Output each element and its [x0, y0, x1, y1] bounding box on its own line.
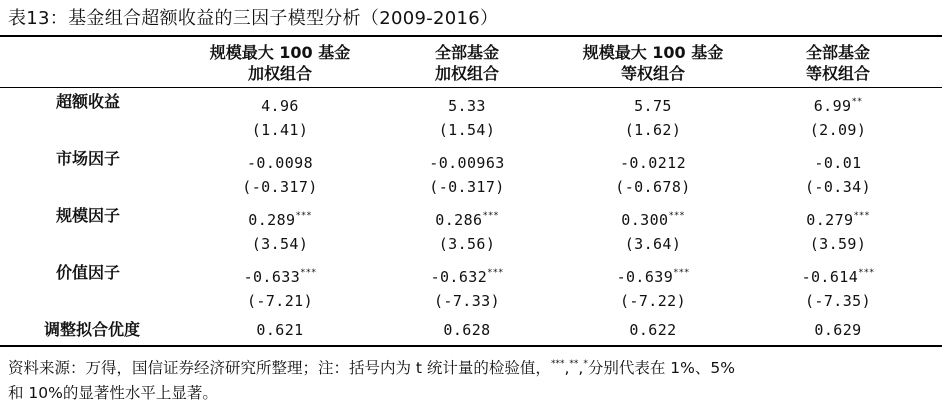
- coef-cell: -0.00963: [429, 154, 505, 172]
- coef-cell: 5.33: [448, 97, 486, 115]
- coef-cell: 4.96: [261, 97, 299, 115]
- coef-cell: 0.289***: [248, 211, 312, 229]
- bottom-rule: [0, 345, 942, 347]
- coef-cell: 0.279***: [806, 211, 870, 229]
- tstat-cell: (-0.317): [242, 178, 318, 196]
- fit-cell: 0.621: [256, 321, 304, 339]
- fit-cell: 0.622: [629, 321, 677, 339]
- column-header: [190, 42, 370, 84]
- coef-cell: 6.99**: [813, 97, 863, 115]
- top-rule: [0, 35, 942, 37]
- coef-cell: -0.0098: [246, 154, 313, 172]
- coef-cell: -0.0212: [619, 154, 686, 172]
- header-rule: [0, 87, 942, 88]
- column-header-line2: 加权组合: [434, 64, 499, 83]
- tstat-cell: (2.09): [809, 121, 867, 139]
- row-label: 规模因子: [56, 206, 121, 225]
- tstat-cell: (3.64): [624, 235, 682, 253]
- column-header-line1: 全部基金: [805, 43, 870, 62]
- coef-cell: 0.286***: [435, 211, 499, 229]
- tstat-cell: (-0.317): [429, 178, 505, 196]
- column-header-line1: 全部基金: [434, 43, 499, 62]
- tstat-cell: (3.54): [251, 235, 309, 253]
- column-header-line2: 加权组合: [247, 64, 312, 83]
- column-header-line1: 规模最大 100 基金: [582, 43, 724, 62]
- coef-cell: -0.614***: [801, 268, 875, 286]
- fit-cell: 0.628: [443, 321, 491, 339]
- fit-label: 调整拟合优度: [44, 320, 141, 339]
- table-title: 表13：基金组合超额收益的三因子模型分析（2009-2016）: [8, 8, 499, 29]
- coef-cell: -0.639***: [616, 268, 690, 286]
- row-label: 市场因子: [56, 149, 121, 168]
- column-header-line2: 等权组合: [805, 64, 870, 83]
- tstat-cell: (-7.33): [433, 292, 500, 310]
- tstat-cell: (-7.21): [246, 292, 313, 310]
- tstat-cell: (1.54): [438, 121, 496, 139]
- tstat-cell: (1.62): [624, 121, 682, 139]
- tstat-cell: (-7.22): [619, 292, 686, 310]
- coef-cell: -0.01: [814, 154, 862, 172]
- coef-cell: 5.75: [634, 97, 672, 115]
- source-note-line2: 和 10%的显著性水平上显著。: [8, 384, 218, 402]
- row-label: 价值因子: [56, 263, 121, 282]
- column-header: [377, 42, 557, 84]
- source-note-line1: 资料来源：万得，国信证券经济研究所整理；注：括号内为 t 统计量的检验值，***,**,*分别代表在 1%、5%: [8, 359, 735, 377]
- fit-cell: 0.629: [814, 321, 862, 339]
- coef-cell: -0.633***: [243, 268, 317, 286]
- tstat-cell: (-7.35): [804, 292, 871, 310]
- column-header-line2: 等权组合: [620, 64, 685, 83]
- row-label: 超额收益: [56, 92, 121, 111]
- column-header: [748, 42, 928, 84]
- tstat-cell: (3.59): [809, 235, 867, 253]
- tstat-cell: (1.41): [251, 121, 309, 139]
- tstat-cell: (-0.678): [615, 178, 691, 196]
- coef-cell: -0.632***: [430, 268, 504, 286]
- column-header: [563, 42, 743, 84]
- tstat-cell: (3.56): [438, 235, 496, 253]
- column-header-line1: 规模最大 100 基金: [209, 43, 351, 62]
- tstat-cell: (-0.34): [804, 178, 871, 196]
- source-note: [8, 352, 938, 406]
- coef-cell: 0.300***: [621, 211, 685, 229]
